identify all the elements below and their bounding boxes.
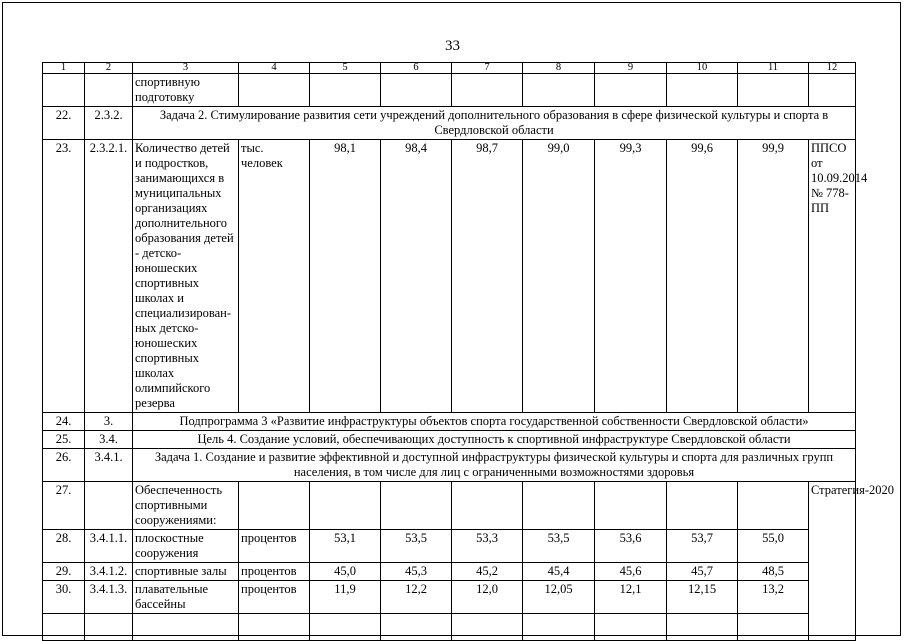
value-cell: 55,0 <box>738 530 809 563</box>
value-cell: 45,3 <box>381 563 452 581</box>
row-number: 22. <box>43 107 85 140</box>
table-row <box>43 563 856 581</box>
header-cell: 3 <box>133 63 239 74</box>
value-cell: 12,05 <box>523 581 595 614</box>
header-cell: 8 <box>523 63 595 74</box>
header-cell: 11 <box>738 63 809 74</box>
row-number: 24. <box>43 413 85 431</box>
row-number: 26. <box>43 449 85 482</box>
value-cell: 99,9 <box>738 140 809 413</box>
value-cell: 12,15 <box>667 581 738 614</box>
table-row <box>43 449 856 482</box>
indicator-name: плавательные бассейны <box>133 581 239 614</box>
value-cell: 12,1 <box>595 581 667 614</box>
header-cell: 5 <box>310 63 381 74</box>
value-cell: 53,6 <box>595 530 667 563</box>
page-number: 33 <box>445 38 460 54</box>
value-cell: 12,2 <box>381 581 452 614</box>
header-cell: 7 <box>452 63 523 74</box>
value-cell: 45,6 <box>595 563 667 581</box>
row-number: 25. <box>43 431 85 449</box>
header-cell: 4 <box>239 63 310 74</box>
value-cell: 53,3 <box>452 530 523 563</box>
header-cell: 2 <box>85 63 133 74</box>
row-code: 3.4.1.1. <box>85 530 133 563</box>
table-row <box>43 74 856 107</box>
value-cell: 53,1 <box>310 530 381 563</box>
header-cell: 6 <box>381 63 452 74</box>
unit: процентов <box>239 563 310 581</box>
subprogram-heading: Подпрограмма 3 «Развитие инфраструктуры объектов спорта государственной собственности Свердловской области» <box>133 413 856 431</box>
value-cell: 45,0 <box>310 563 381 581</box>
value-cell: 45,7 <box>667 563 738 581</box>
row-code: 2.3.2. <box>85 107 133 140</box>
indicator-name: Обеспеченность спортивными сооружениями: <box>133 482 239 530</box>
unit: процентов <box>239 581 310 614</box>
goal-heading: Цель 4. Создание условий, обеспечивающих доступность к спортивной инфраструктуре Свердловской области <box>133 431 856 449</box>
value-cell: 53,7 <box>667 530 738 563</box>
indicators-table <box>42 62 895 641</box>
table-row <box>43 614 856 641</box>
row-number: 30. <box>43 581 85 614</box>
value-cell: 45,4 <box>523 563 595 581</box>
value-cell: 12,0 <box>452 581 523 614</box>
value-cell: 11,9 <box>310 581 381 614</box>
table-row <box>43 530 856 563</box>
value-cell: 98,7 <box>452 140 523 413</box>
row-number: 27. <box>43 482 85 530</box>
value-cell: 98,1 <box>310 140 381 413</box>
task-heading: Задача 2. Стимулирование развития сети учреждений дополнительного образования в сфере физической культуры и спорта в Свердловской области <box>133 107 856 140</box>
row-code: 3.4. <box>85 431 133 449</box>
header-row <box>43 63 856 74</box>
row-number: 29. <box>43 563 85 581</box>
value-cell: 98,4 <box>381 140 452 413</box>
indicator-name: Количество детей и подростков, занимающихся в муниципальных организациях дополнительного образования детей - детско-юношеских спортивных школах и специализирован-ных детско-юношеских спортивных школах олимпийского резерва <box>133 140 239 413</box>
unit: тыс. человек <box>239 140 310 413</box>
row-code: 3.4.1.3. <box>85 581 133 614</box>
indicator-name: спортивные залы <box>133 563 239 581</box>
source-reference: ППСО от 10.09.2014 № 778-ПП <box>809 140 856 413</box>
table-row <box>43 413 856 431</box>
row-code: 3.4.1.2. <box>85 563 133 581</box>
value-cell: 53,5 <box>381 530 452 563</box>
value-cell: 99,6 <box>667 140 738 413</box>
value-cell: 99,0 <box>523 140 595 413</box>
indicator-name: спортивную подготовку <box>133 74 239 107</box>
value-cell: 53,5 <box>523 530 595 563</box>
header-cell: 10 <box>667 63 738 74</box>
header-cell: 9 <box>595 63 667 74</box>
value-cell: 13,2 <box>738 581 809 614</box>
source-reference: Стратегия-2020 <box>809 482 856 641</box>
row-code: 2.3.2.1. <box>85 140 133 413</box>
table-row <box>43 140 856 413</box>
row-number: 28. <box>43 530 85 563</box>
value-cell: 45,2 <box>452 563 523 581</box>
indicator-name: плоскостные сооружения <box>133 530 239 563</box>
value-cell: 48,5 <box>738 563 809 581</box>
task-heading: Задача 1. Создание и развитие эффективной и доступной инфраструктуры физической культуры и спорта для различных групп населения, в том числе для лиц с ограниченными возможностями здоровья <box>133 449 856 482</box>
table-row <box>43 431 856 449</box>
table-row <box>43 107 856 140</box>
header-cell: 12 <box>809 63 856 74</box>
table-row <box>43 482 856 530</box>
value-cell: 99,3 <box>595 140 667 413</box>
row-code: 3. <box>85 413 133 431</box>
unit: процентов <box>239 530 310 563</box>
row-code: 3.4.1. <box>85 449 133 482</box>
header-cell: 1 <box>43 63 85 74</box>
row-number: 23. <box>43 140 85 413</box>
table-row <box>43 581 856 614</box>
